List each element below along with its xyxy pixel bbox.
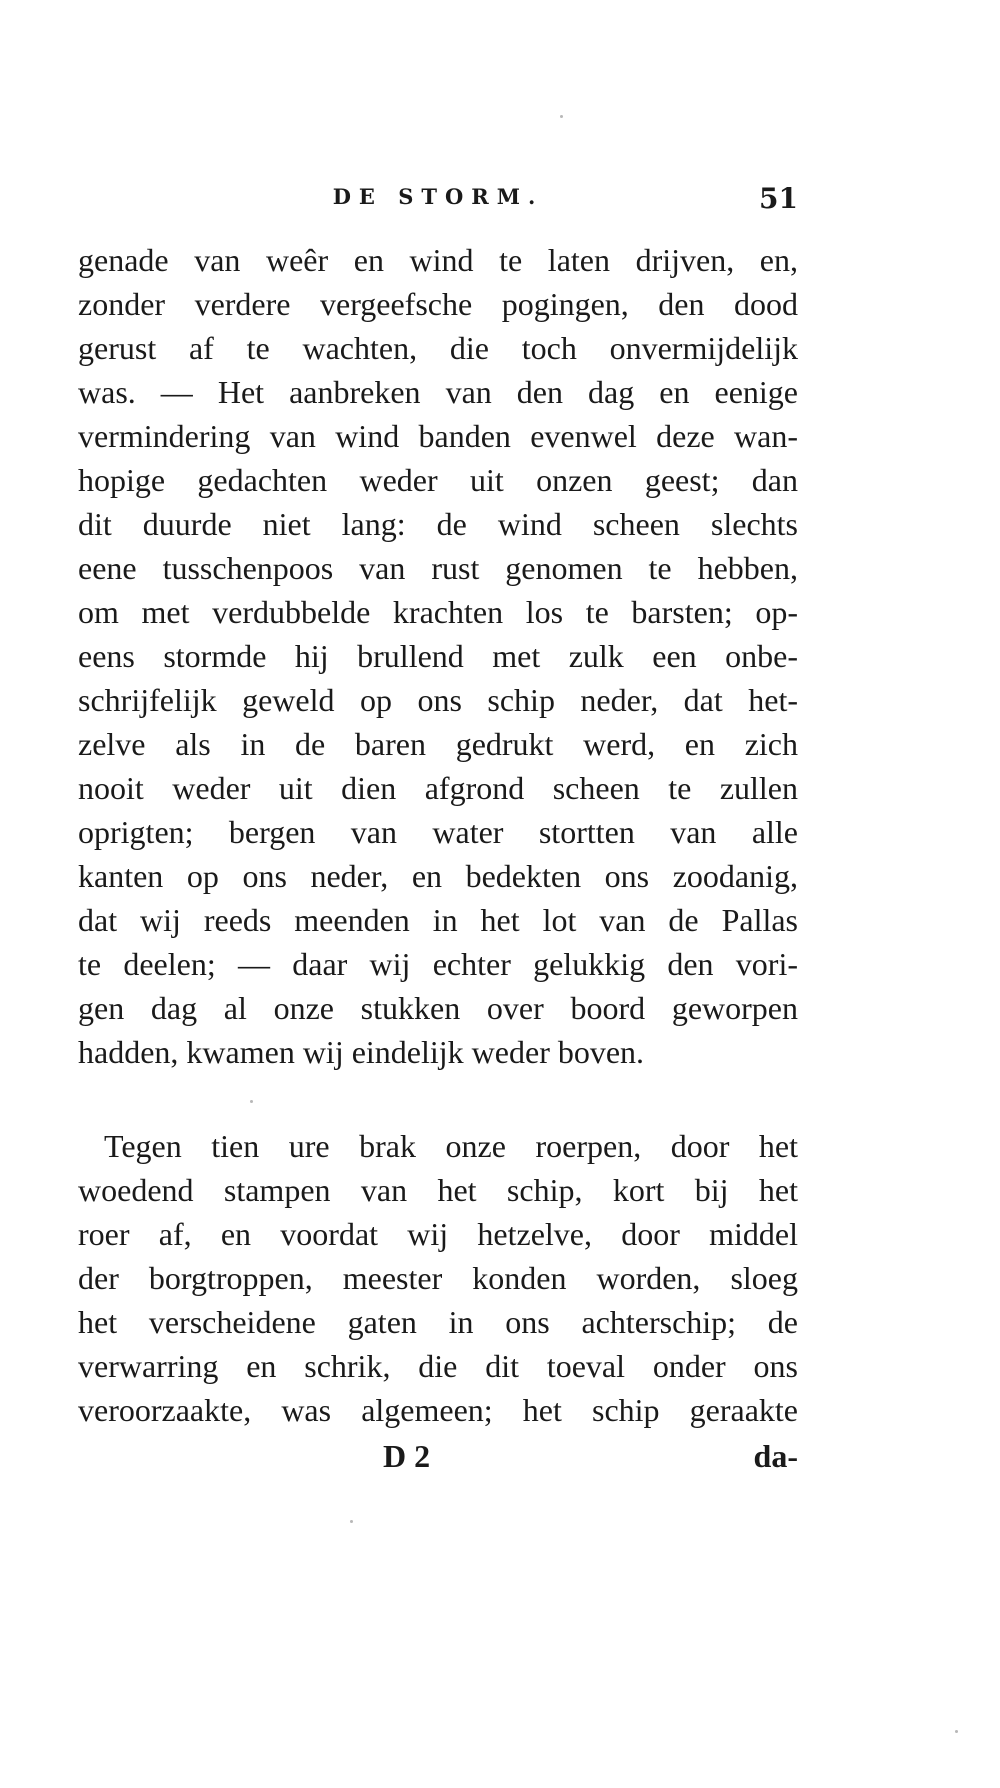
text-line: hadden, kwamen wij eindelijk weder boven. — [78, 1034, 645, 1070]
text-line: veroorzaakte, was algemeen; het schip geraakte — [78, 1392, 798, 1428]
text-line: eens stormde hij brullend met zulk een onbe- — [78, 638, 798, 674]
paragraph-2 — [78, 1124, 798, 1432]
text-line: om met verdubbelde krachten los te barsten; op- — [78, 594, 798, 630]
running-title: DE STORM. — [332, 184, 544, 209]
text-line: roer af, en voordat wij hetzelve, door middel — [78, 1216, 798, 1252]
text-line: woedend stampen van het schip, kort bij het — [78, 1172, 798, 1208]
paper-speck — [955, 1730, 958, 1733]
paper-speck — [350, 1520, 353, 1523]
text-line: hopige gedachten weder uit onzen geest; dan — [78, 462, 798, 498]
text-line: was. — Het aanbreken van den dag en eenige — [78, 374, 798, 410]
text-line: schrijfelijk geweld op ons schip neder, dat het- — [78, 682, 798, 718]
paper-speck — [250, 1100, 253, 1103]
signature-mark: D 2 — [383, 1438, 431, 1474]
text-line: nooit weder uit dien afgrond scheen te zullen — [78, 770, 798, 806]
text-line: eene tusschenpoos van rust genomen te hebben, — [78, 550, 798, 586]
page-number: 51 — [759, 182, 798, 215]
text-line: vermindering van wind banden evenwel deze wan- — [78, 418, 798, 454]
text-line: gerust af te wachten, die toch onvermijdelijk — [78, 330, 798, 366]
text-line: dit duurde niet lang: de wind scheen slechts — [78, 506, 798, 542]
paper-speck — [560, 115, 563, 118]
text-line: oprigten; bergen van water stortten van alle — [78, 814, 798, 850]
text-line: te deelen; — daar wij echter gelukkig den vori- — [78, 946, 798, 982]
text-line: Tegen tien ure brak onze roerpen, door het — [104, 1128, 798, 1164]
page-footer — [78, 1438, 798, 1482]
text-line: kanten op ons neder, en bedekten ons zoodanig, — [78, 858, 798, 894]
text-line: zelve als in de baren gedrukt werd, en zich — [78, 726, 798, 762]
text-line: der borgtroppen, meester konden worden, sloeg — [78, 1260, 798, 1296]
text-line: dat wij reeds meenden in het lot van de Pallas — [78, 902, 798, 938]
text-line: het verscheidene gaten in ons achterschip; de — [78, 1304, 798, 1340]
running-head — [78, 182, 798, 222]
catchword: da- — [753, 1438, 798, 1474]
text-line: verwarring en schrik, die dit toeval onder ons — [78, 1348, 798, 1384]
text-line: zonder verdere vergeefsche pogingen, den dood — [78, 286, 798, 322]
text-line: gen dag al onze stukken over boord geworpen — [78, 990, 798, 1026]
paragraph-1 — [78, 238, 798, 1074]
text-line: genade van weêr en wind te laten drijven, en, — [78, 242, 798, 278]
